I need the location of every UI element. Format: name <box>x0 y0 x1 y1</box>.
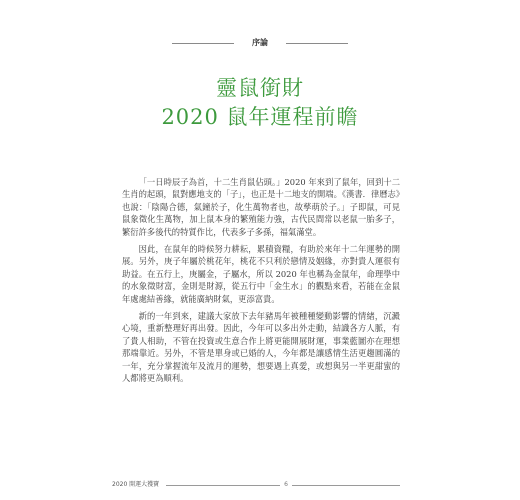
section-label-bar <box>0 36 520 50</box>
page-subtitle: 2020 鼠年運程前瞻 <box>161 105 359 129</box>
page-number: 6 <box>280 480 292 490</box>
divider-left <box>172 43 234 44</box>
divider-right <box>286 43 348 44</box>
body-text <box>122 176 400 390</box>
page-footer <box>0 480 520 490</box>
paragraph-3: 新的一年到來，建議大家放下去年豬馬年被種種變動影響的情緒，沉澱心境，重新整理好再出發。因此，今年可以多出外走動，結識各方人脈，有了貴人相助，不管在投資或生意合作上將更能開展財運，事業藍圖亦在理想那端靠近。另外，不管是單身或已婚的人，今年都是讓感情生活更趨圓滿的一年，充分掌握流年及流月的運勢，想要遇上真愛，或想與另一半更甜蜜的人都將更為順利。 <box>122 311 400 384</box>
footer-book-title: 2020 開運大獲寶 <box>112 481 160 488</box>
section-label: 序論 <box>252 38 268 47</box>
page-title: 靈鼠銜財 <box>216 76 304 100</box>
paragraph-1: 「一日時辰子為首，十二生肖鼠佔頭。」2020 年來到了鼠年，回到十二生肖的起頭，鼠對應地支的「子」，也正是十二地支的開端。《漢書．律曆志》也說：「陰陽合德，氣鐘於子，化生萬物者也，故孳萌於子。」子即鼠，可見鼠象徵化生萬物，加上鼠本身的繁殖能力強，古代民間常以老鼠一胎多子，繁衍許多後代的特質作比，代表多子多孫，福氣滿堂。 <box>122 177 400 237</box>
paragraph-2: 因此，在鼠年的時候努力耕耘，累積資糧，有助於來年十二年運勢的開展。另外，庚子年屬於桃花年，桃花不只利於戀情及姻緣，亦對貴人運很有助益。在五行上，庚屬金，子屬水，所以 2020 年也稱為金鼠年，命理學中的水象徵財富，金則是財源，從五行中「金生水」的觀點來看，若能在金鼠年處處結善緣，就能廣納財氣，更添富貴。 <box>122 244 400 304</box>
